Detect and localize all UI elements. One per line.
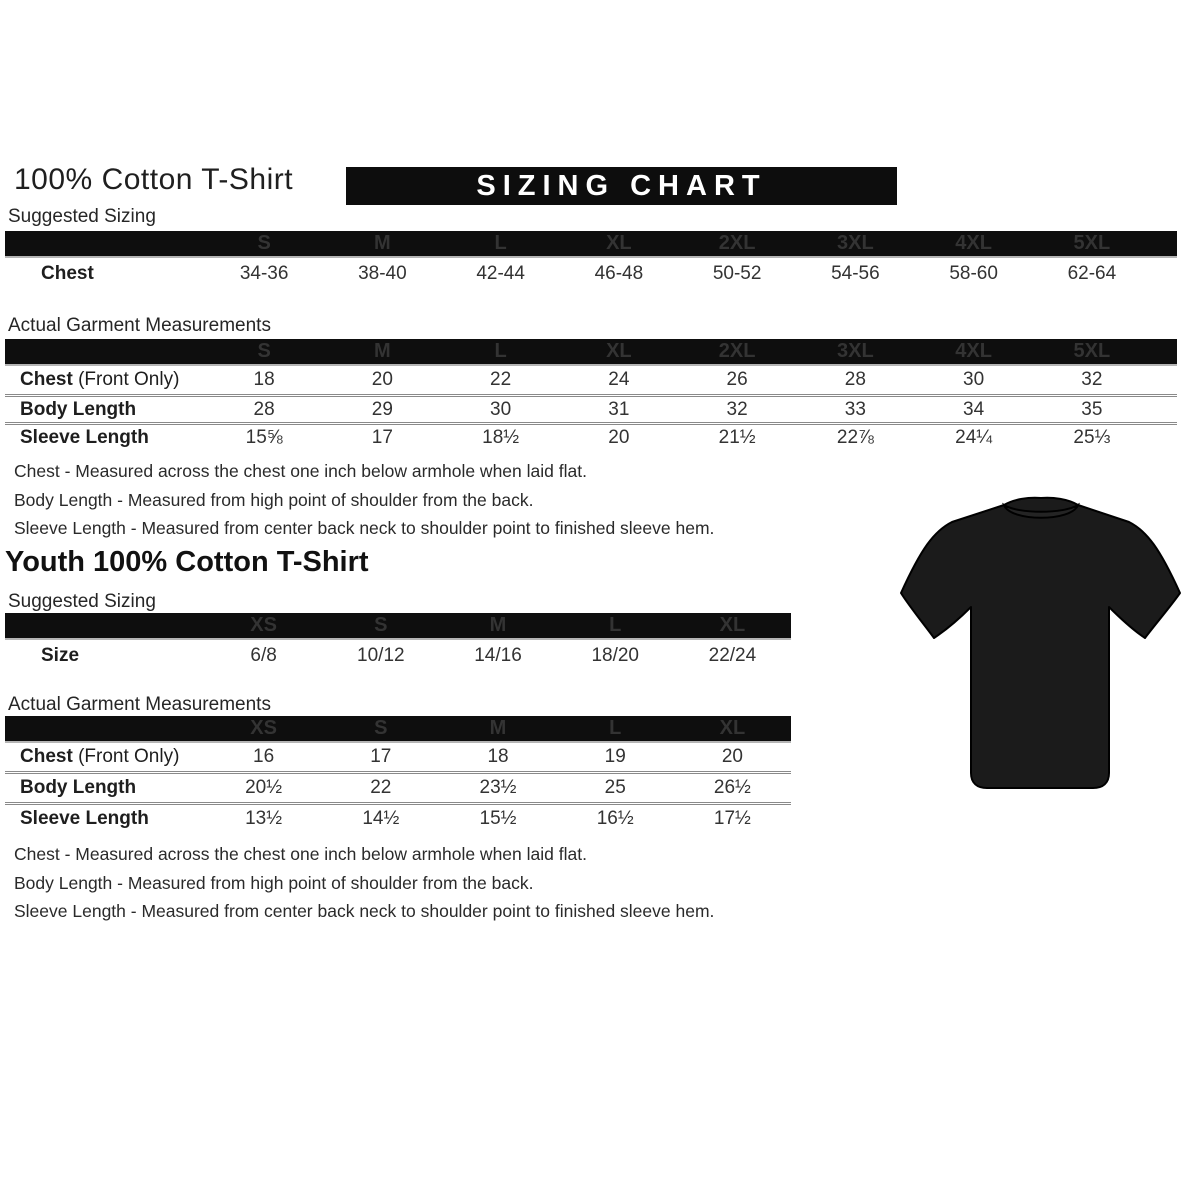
measurement-value: 23½ — [479, 777, 517, 798]
measurement-value: 24¼ — [955, 426, 993, 448]
size-column-header: 4XL — [955, 232, 992, 254]
size-column-header: M — [374, 232, 391, 254]
measurement-value: 10/12 — [357, 644, 405, 666]
note-line: Sleeve Length - Measured from center back neck to shoulder point to finished sleeve hem. — [14, 518, 715, 538]
measurement-value: 6/8 — [250, 644, 277, 666]
tshirt-svg — [888, 486, 1194, 804]
measurement-value: 26½ — [713, 777, 751, 798]
youth-suggested-sizing-label: Suggested Sizing — [8, 591, 156, 612]
note-line: Body Length - Measured from high point of shoulder from the back. — [14, 489, 534, 510]
size-column-header: XL — [719, 614, 746, 636]
measurement-value: 22/24 — [708, 644, 757, 666]
measurement-value: 26 — [726, 369, 748, 390]
size-column-header: XL — [719, 717, 746, 739]
measurement-value: 20½ — [245, 777, 283, 798]
size-column-header: 5XL — [1073, 232, 1111, 254]
size-header-row — [5, 613, 791, 640]
measurement-value: 16 — [253, 746, 275, 767]
measurement-row — [5, 771, 791, 802]
size-column-header: L — [494, 232, 507, 254]
measurement-value: 32 — [1081, 369, 1103, 390]
adult-actual-measurements-label: Actual Garment Measurements — [8, 315, 271, 336]
note-line: Sleeve Length - Measured from center back neck to shoulder point to finished sleeve hem. — [14, 901, 715, 921]
size-column-header: M — [374, 340, 391, 362]
youth-actual-measurements-table — [5, 716, 791, 833]
measurement-value: 29 — [371, 398, 393, 420]
row-label: Body Length — [20, 777, 137, 798]
adult-actual-measurements-table — [5, 339, 1177, 450]
measurement-value: 42-44 — [476, 262, 525, 284]
row-label: Body Length — [20, 398, 137, 420]
size-column-header: XS — [250, 614, 277, 636]
size-column-header: M — [489, 614, 507, 636]
measurement-value: 31 — [608, 398, 630, 420]
measurement-row — [5, 394, 1177, 422]
measurement-value: 30 — [490, 398, 512, 420]
row-label: Sleeve Length — [20, 426, 149, 448]
size-column-header: 2XL — [718, 340, 756, 362]
measurement-row — [5, 640, 791, 671]
youth-suggested-sizing-table — [5, 613, 791, 671]
measurement-value: 14/16 — [474, 644, 522, 666]
note-line: Body Length - Measured from high point of shoulder from the back. — [14, 872, 534, 893]
measurement-value: 18½ — [482, 426, 520, 448]
measurement-value: 35 — [1081, 398, 1103, 420]
size-header-row — [5, 339, 1177, 366]
measurement-row — [5, 258, 1177, 289]
size-column-header: L — [609, 614, 622, 636]
measurement-value: 20 — [608, 426, 630, 448]
measurement-value: 16½ — [596, 808, 634, 829]
measurement-value: 25⅓ — [1073, 426, 1111, 448]
measurement-value: 22 — [490, 369, 512, 390]
measurement-row — [5, 743, 791, 771]
youth-section-title: Youth 100% Cotton T-Shirt — [5, 546, 369, 578]
note-line: Chest - Measured across the chest one inch below armhole when laid flat. — [14, 461, 587, 481]
measurement-value: 15½ — [479, 808, 517, 829]
row-label: Chest (Front Only) — [20, 369, 180, 390]
adult-suggested-sizing-table — [5, 231, 1177, 289]
row-label: Sleeve Length — [20, 808, 149, 829]
measurement-value: 20 — [371, 369, 393, 390]
measurement-value: 24 — [608, 369, 630, 390]
measurement-value: 17 — [371, 426, 393, 448]
size-column-header: 3XL — [837, 340, 874, 362]
size-column-header: 5XL — [1073, 340, 1111, 362]
size-column-header: 2XL — [718, 232, 756, 254]
size-column-header: S — [257, 340, 271, 362]
measurement-value: 34-36 — [239, 262, 289, 284]
measurement-value: 46-48 — [594, 262, 644, 284]
measurement-value: 13½ — [245, 808, 283, 829]
size-column-header: XL — [606, 232, 632, 254]
measurement-value: 30 — [963, 369, 985, 390]
measurement-value: 17½ — [713, 808, 751, 829]
measurement-value: 54-56 — [831, 262, 880, 284]
measurement-value: 18/20 — [591, 644, 639, 666]
measurement-value: 34 — [963, 398, 985, 420]
measurement-value: 25 — [604, 777, 626, 798]
adult-measurement-notes — [14, 457, 714, 543]
measurement-value: 28 — [844, 369, 866, 390]
note-line: Chest - Measured across the chest one inch below armhole when laid flat. — [14, 844, 587, 864]
measurement-value: 18 — [253, 369, 275, 390]
measurement-value: 38-40 — [358, 262, 407, 284]
measurement-value: 62-64 — [1067, 262, 1117, 284]
size-column-header: XL — [606, 340, 632, 362]
youth-measurement-notes — [14, 840, 714, 926]
size-column-header: L — [609, 717, 622, 739]
size-column-header: XS — [250, 717, 277, 739]
size-column-header: S — [257, 232, 271, 254]
page-title: 100% Cotton T-Shirt — [14, 163, 294, 196]
adult-suggested-sizing-label: Suggested Sizing — [8, 206, 156, 227]
measurement-value: 58-60 — [949, 262, 998, 284]
measurement-row — [5, 802, 791, 833]
size-column-header: 4XL — [955, 340, 992, 362]
row-label: Size — [41, 644, 80, 666]
measurement-value: 50-52 — [712, 262, 762, 284]
size-column-header: M — [489, 717, 507, 739]
row-label: Chest — [41, 262, 94, 284]
measurement-value: 22⅞ — [836, 426, 874, 448]
row-label: Chest (Front Only) — [20, 746, 180, 767]
tshirt-body-shape — [901, 498, 1180, 788]
sizing-chart-banner: SIZING CHART — [346, 167, 897, 205]
youth-actual-measurements-label: Actual Garment Measurements — [8, 694, 271, 715]
measurement-value: 33 — [844, 398, 866, 420]
measurement-value: 14½ — [362, 808, 400, 829]
size-column-header: S — [374, 614, 388, 636]
measurement-value: 18 — [487, 746, 509, 767]
measurement-value: 28 — [253, 398, 275, 420]
measurement-value: 32 — [726, 398, 748, 420]
measurement-value: 19 — [604, 746, 626, 767]
measurement-value: 22 — [370, 777, 392, 798]
measurement-row — [5, 422, 1177, 450]
size-header-row — [5, 231, 1177, 258]
measurement-value: 17 — [370, 746, 392, 767]
measurement-row — [5, 366, 1177, 394]
size-column-header: 3XL — [837, 232, 874, 254]
black-tshirt-image — [888, 486, 1194, 809]
size-column-header: S — [374, 717, 388, 739]
measurement-value: 20 — [721, 746, 743, 767]
size-header-row — [5, 716, 791, 743]
measurement-value: 15⅝ — [245, 426, 283, 448]
measurement-value: 21½ — [718, 426, 756, 448]
size-column-header: L — [494, 340, 507, 362]
